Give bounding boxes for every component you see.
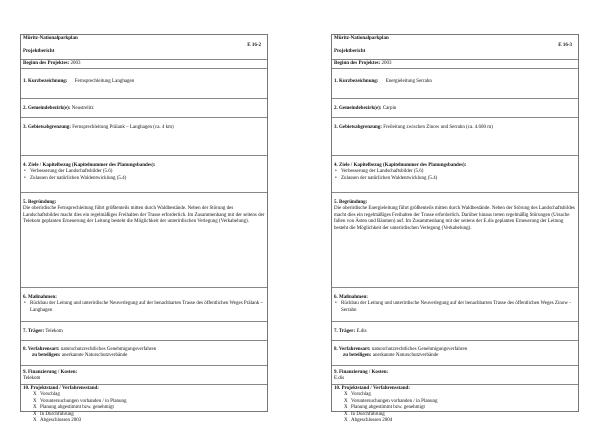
start-label: Beginn des Projektes: <box>23 61 70 66</box>
report-header <box>332 35 578 60</box>
status-mark: X <box>344 405 348 411</box>
status-mark: X <box>33 405 37 411</box>
status-text: Planung abgestimmt bzw. genehmigt <box>351 405 425 411</box>
s2-value: Neustrelitz <box>71 106 94 111</box>
section-municipality <box>21 99 267 118</box>
s5-label: 5. Begründung: <box>23 200 57 205</box>
s9-value: E.dis <box>334 376 345 382</box>
status-mark: X <box>33 411 37 417</box>
s3-label: 3. Gebietsabgrenzung: <box>23 125 71 130</box>
s1-label: 1. Kurzbezeichnung: <box>334 79 379 84</box>
s7-value: Telekom <box>45 329 63 334</box>
report-header <box>21 35 267 60</box>
project-start-row <box>332 60 578 69</box>
status-mark: X <box>344 411 348 417</box>
s9-value: Telekom <box>23 376 41 382</box>
section-status <box>332 385 578 424</box>
goals-list <box>23 169 265 182</box>
list-item: • Verbesserung der Landschaftsbilder (5.6) <box>334 169 576 175</box>
header-subtitle: Projektbericht <box>334 49 366 54</box>
s8-sub-value: anerkannte Naturschutzverbände <box>61 353 128 359</box>
s8-label: 8. Verfahrensart: <box>334 347 371 352</box>
s2-value: Carpin <box>382 106 397 111</box>
status-text: Vorschlag <box>351 392 371 398</box>
status-text: Abgeschlossen 2003 <box>40 418 82 424</box>
status-mark: X <box>33 418 37 424</box>
section-goals <box>332 156 578 193</box>
s3-value: Freileitung zwischen Zinow und Serrahn (ca. 4.600 m) <box>383 125 493 130</box>
status-text: Abgeschlossen 2004 <box>351 418 393 424</box>
s3-label: 3. Gebietsabgrenzung: <box>334 125 382 130</box>
status-text: Vorschlag <box>40 392 60 398</box>
s3-value: Fernsprechleitung Prälank – Langhagen (ca. 4 km) <box>72 125 174 130</box>
s4-label: 4. Ziele / Kapitelbezug (Kapitelnummer des Planungsbandes): <box>334 163 467 168</box>
s4-label: 4. Ziele / Kapitelbezug (Kapitelnummer des Planungsbandes): <box>23 163 156 168</box>
section-short-name <box>332 69 578 99</box>
section-sponsor <box>21 322 267 341</box>
s10-label: 10. Projektstand / Verfahrensstand: <box>334 386 410 391</box>
section-sponsor <box>332 322 578 341</box>
section-area <box>332 118 578 156</box>
s7-value: E.dis <box>356 329 367 334</box>
s5-label: 5. Begründung: <box>334 200 368 205</box>
status-list <box>23 392 265 424</box>
s8-value: naturschutzrechtliches Genehmigungsverfahren <box>60 347 157 352</box>
justification-text: Die oberirdische Fernsprechleitung führt größtenteils mitten durch Waldbestände. Neben der Störung des Landschaftsbildes macht dies ein regelmäßiges Freihalten der Trasse erforderlich. Im Zusammenhang mit der seitens der Telekom geplanten Erneuerung der Leitung besteht die Möglichkeit der unterirdischen Verlegung (Verkabelung). <box>23 206 265 225</box>
header-title: Müritz-Nationalparkplan <box>334 36 389 41</box>
status-mark: X <box>344 398 348 404</box>
section-financing <box>21 366 267 385</box>
section-area <box>21 118 267 156</box>
start-value: 2003 <box>381 61 392 66</box>
status-mark: X <box>344 418 348 424</box>
s8-label: 8. Verfahrensart: <box>23 347 60 352</box>
list-item: • Rückbau der Leitung und unterirdische Neuverlegung auf der benachbarten Trasse des öffentlichen Weges Zinow - Serrahn <box>334 301 576 314</box>
start-value: 2003 <box>70 61 81 66</box>
s8-sub-label: zu beteiligen: <box>32 353 61 359</box>
project-report-right <box>331 34 579 424</box>
section-justification <box>21 193 267 288</box>
s10-label: 10. Projektstand / Verfahrensstand: <box>23 386 99 391</box>
status-text: Voruntersuchungen vorhanden / in Planung <box>40 398 127 404</box>
s9-label: 9. Finanzierung / Kosten: <box>334 370 389 375</box>
status-mark: X <box>33 398 37 404</box>
list-item: • Zulassen der natürlichen Waldentwicklung (5.4) <box>334 176 576 182</box>
status-text: Voruntersuchungen vorhanden / in Planung <box>351 398 438 404</box>
list-item <box>23 418 265 424</box>
list-item: • Zulassen der natürlichen Waldentwicklung (5.4) <box>23 176 265 182</box>
s8-sub-label: zu beteiligen: <box>343 353 372 359</box>
section-procedure <box>332 341 578 366</box>
header-title: Müritz-Nationalparkplan <box>23 36 78 41</box>
s2-label: 2. Gemeindebezirk(e): <box>23 106 71 111</box>
s7-label: 7. Träger: <box>334 329 356 334</box>
list-item <box>334 418 576 424</box>
list-item: • Rückbau der Leitung und unterirdische Neuverlegung auf der benachbarten Trasse des öffentlichen Weges Prälank – Langhagen <box>23 301 265 314</box>
s9-label: 9. Finanzierung / Kosten: <box>23 370 78 375</box>
status-mark: X <box>33 392 37 398</box>
s1-value: Fernsprechleitung Langhagen <box>74 79 135 84</box>
list-item: • Verbesserung der Landschaftsbilder (5.6) <box>23 169 265 175</box>
project-code: E 16-3 <box>558 43 572 48</box>
header-subtitle: Projektbericht <box>23 49 55 54</box>
s1-label: 1. Kurzbezeichnung: <box>23 79 68 84</box>
s6-label: 6. Maßnahmen: <box>334 295 368 300</box>
section-measures <box>21 288 267 322</box>
section-procedure <box>21 341 267 366</box>
s2-label: 2. Gemeindebezirk(e): <box>334 106 382 111</box>
project-start-row <box>21 60 267 69</box>
project-code: E 16-2 <box>247 43 261 48</box>
justification-text: Die oberirdische Energieleitung führt größtenteils mitten durch Waldbestände. Neben der Störung des Landschaftsbildes macht dies ein regelmäßiges Freihalten der Trasse erforderlich. Darüber hinaus treten regelmäßig Störungen (Ursache fallen von Ästen und Bäumen) auf. Im Zusammenhang mit der seitens der E.dis geplanten Erneuerung der Leitung besteht die Möglichkeit der unterirdischen Verlegung (Verkabelung). <box>334 206 575 231</box>
s8-value: naturschutzrechtliches Genehmigungsverfahren <box>371 347 468 352</box>
section-status <box>21 385 267 424</box>
measures-list <box>23 301 265 314</box>
goals-list <box>334 169 576 182</box>
status-list <box>334 392 576 424</box>
status-text: Planung abgestimmt bzw. genehmigt <box>40 405 114 411</box>
status-text: In Durchführung <box>351 411 385 417</box>
section-justification <box>332 193 578 288</box>
section-short-name <box>21 69 267 99</box>
s1-value: Energieleitung Serrahn <box>385 79 432 84</box>
section-measures <box>332 288 578 322</box>
start-label: Beginn des Projektes: <box>334 61 381 66</box>
section-municipality <box>332 99 578 118</box>
section-financing <box>332 366 578 385</box>
measures-list <box>334 301 576 314</box>
s6-label: 6. Maßnahmen: <box>23 295 57 300</box>
section-goals <box>21 156 267 193</box>
status-mark: X <box>344 392 348 398</box>
s8-sub-value: anerkannte Naturschutzverbände <box>372 353 439 359</box>
project-report-left <box>20 34 268 424</box>
status-text: In Durchführung <box>40 411 74 417</box>
s7-label: 7. Träger: <box>23 329 45 334</box>
